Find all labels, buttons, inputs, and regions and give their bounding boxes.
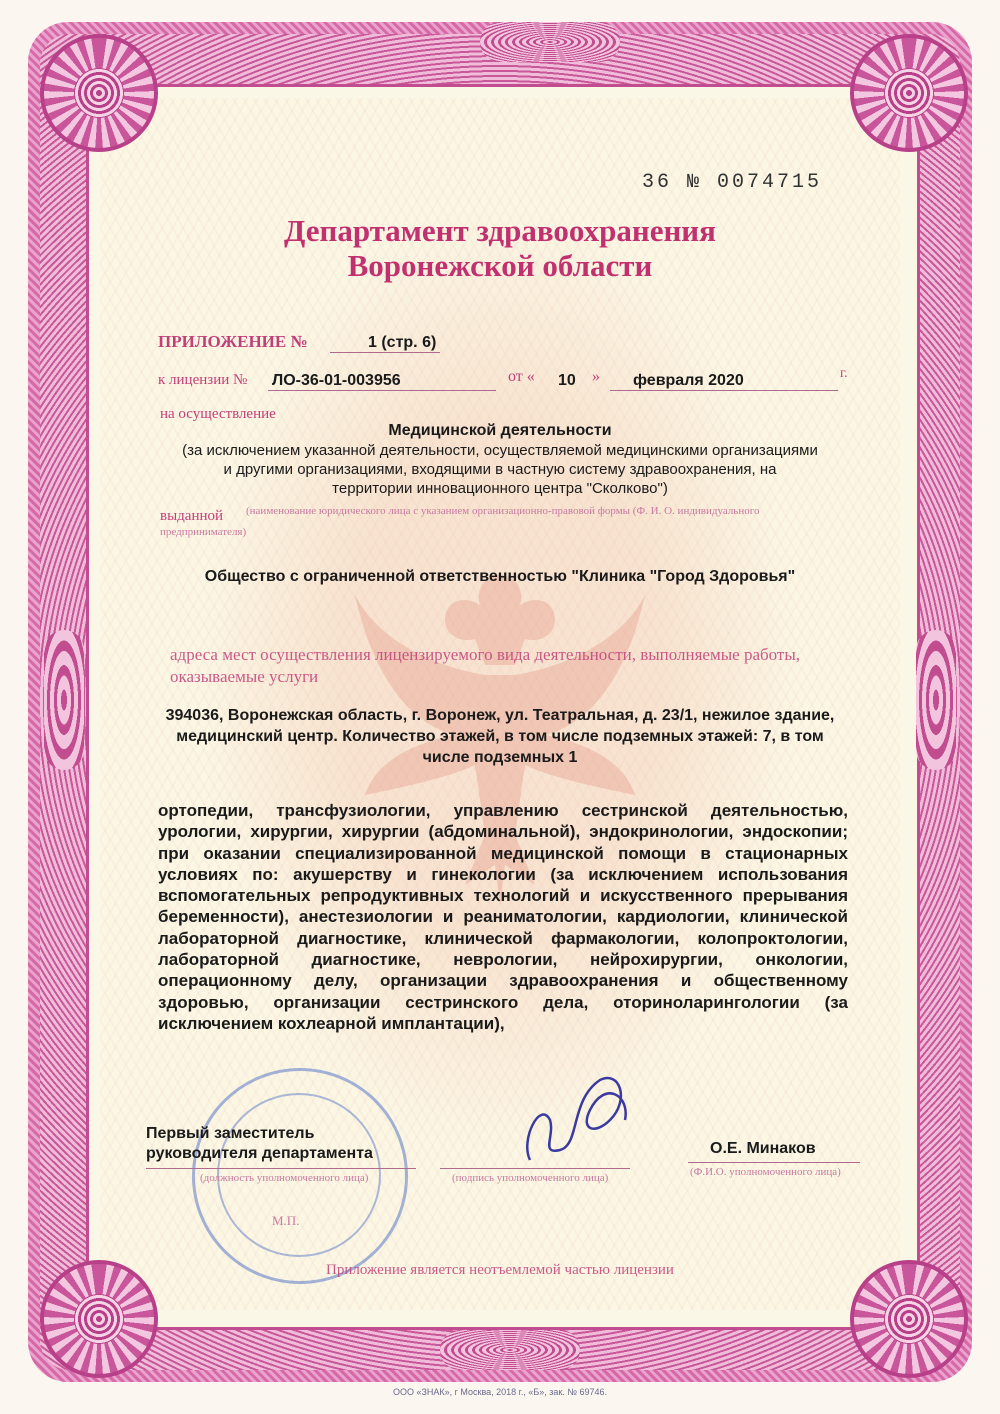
side-ornament-icon <box>44 630 84 770</box>
form-serial-number: 36 № 0074715 <box>642 171 823 194</box>
activity-line3: территории инновационного центра "Сколково") <box>332 480 668 497</box>
bottom-ornament-icon <box>440 1330 580 1370</box>
underline <box>330 352 440 353</box>
corner-rosette-icon <box>40 1260 158 1378</box>
appendix-label: ПРИЛОЖЕНИЕ № <box>158 332 308 351</box>
organization-name: Общество с ограниченной ответственностью "Клиника "Город Здоровья" <box>204 568 796 585</box>
address-line2: медицинский центр. Количество этажей, в том числе подземных этажей: 7, в том <box>176 728 824 745</box>
date-from-label: от « <box>508 368 535 385</box>
date-close-quote: » <box>592 368 600 385</box>
underline <box>688 1162 860 1163</box>
activity-label: на осуществление <box>160 406 276 422</box>
handwritten-signature-icon <box>510 1060 650 1170</box>
issued-hint-2: предпринимателя) <box>160 526 247 538</box>
seal-place-label: М.П. <box>272 1213 300 1228</box>
position-hint: (должность уполномоченного лица) <box>200 1172 369 1184</box>
signature-hint: (подпись уполномоченного лица) <box>452 1172 609 1184</box>
activity-title: Медицинской деятельности <box>388 422 612 439</box>
services-list: ортопедии, трансфузиологии, управлению сестринской деятельностью, урологии, хирургии, хирургии (абдоминальной), эндокринологии, эндоскопии; при оказании специализированной медицинской помощи в стационарных условиях по: акушерству и гинекологии (за исключением использования вспомогательных репродуктивных технологий и искусственного прерывания беременности), анестезиологии и реаниматологии, кардиологии, клинической лабораторной диагностике, клинической фармакологии, колопроктологии, лабораторной диагностике, неврологии, нейрохирургии, онкологии, операционному делу, организации здравоохранения и общественному здоровью, организации сестринского дела, оториноларингологии (за исключением кохлеарной имплантации), <box>158 801 848 1033</box>
signer-name: О.Е. Минаков <box>710 1140 816 1157</box>
issued-label: выданной <box>160 508 224 524</box>
underline <box>146 1168 416 1169</box>
activity-line2: и другими организациями, входящими в частную систему здравоохранения, на <box>223 461 777 478</box>
issued-hint: (наименование юридического лица с указанием организационно-правовой формы (Ф. И. О. индивидуального <box>246 505 760 517</box>
name-hint: (Ф.И.О. уполномоченного лица) <box>690 1166 841 1178</box>
license-month-year: февраля 2020 <box>633 372 744 389</box>
license-day: 10 <box>558 372 576 389</box>
signer-position-line2: руководителя департамента <box>146 1145 373 1162</box>
activity-line1: (за исключением указанной деятельности, осуществляемой медицинскими организациями <box>182 442 818 459</box>
year-suffix: г. <box>840 366 848 381</box>
underline <box>610 390 838 391</box>
signer-position-line1: Первый заместитель <box>146 1125 315 1142</box>
department-title-line2: Воронежской области <box>347 248 653 283</box>
appendix-number: 1 (стр. 6) <box>368 334 437 351</box>
underline <box>268 390 496 391</box>
appendix-note: Приложение является неотъемлемой частью лицензии <box>326 1262 674 1278</box>
addresses-label-1: адреса мест осуществления лицензируемого вида деятельности, выполняемые работы, <box>170 645 801 664</box>
top-ornament-icon <box>480 22 620 62</box>
addresses-label-2: оказываемые услуги <box>170 667 319 686</box>
address-line1: 394036, Воронежская область, г. Воронеж, ул. Театральная, д. 23/1, нежилое здание, <box>165 707 835 724</box>
printer-imprint: ООО «ЗНАК», г Москва, 2018 г., «Б», зак. № 69746. <box>392 1387 608 1397</box>
corner-rosette-icon <box>40 34 158 152</box>
corner-rosette-icon <box>850 34 968 152</box>
to-license-label: к лицензии № <box>158 372 248 388</box>
address-line3: числе подземных 1 <box>422 749 578 766</box>
corner-rosette-icon <box>850 1260 968 1378</box>
department-title-line1: Департамент здравоохранения <box>284 213 716 248</box>
side-ornament-icon <box>916 630 956 770</box>
license-number: ЛО-36-01-003956 <box>272 372 401 389</box>
underline <box>440 1168 630 1169</box>
